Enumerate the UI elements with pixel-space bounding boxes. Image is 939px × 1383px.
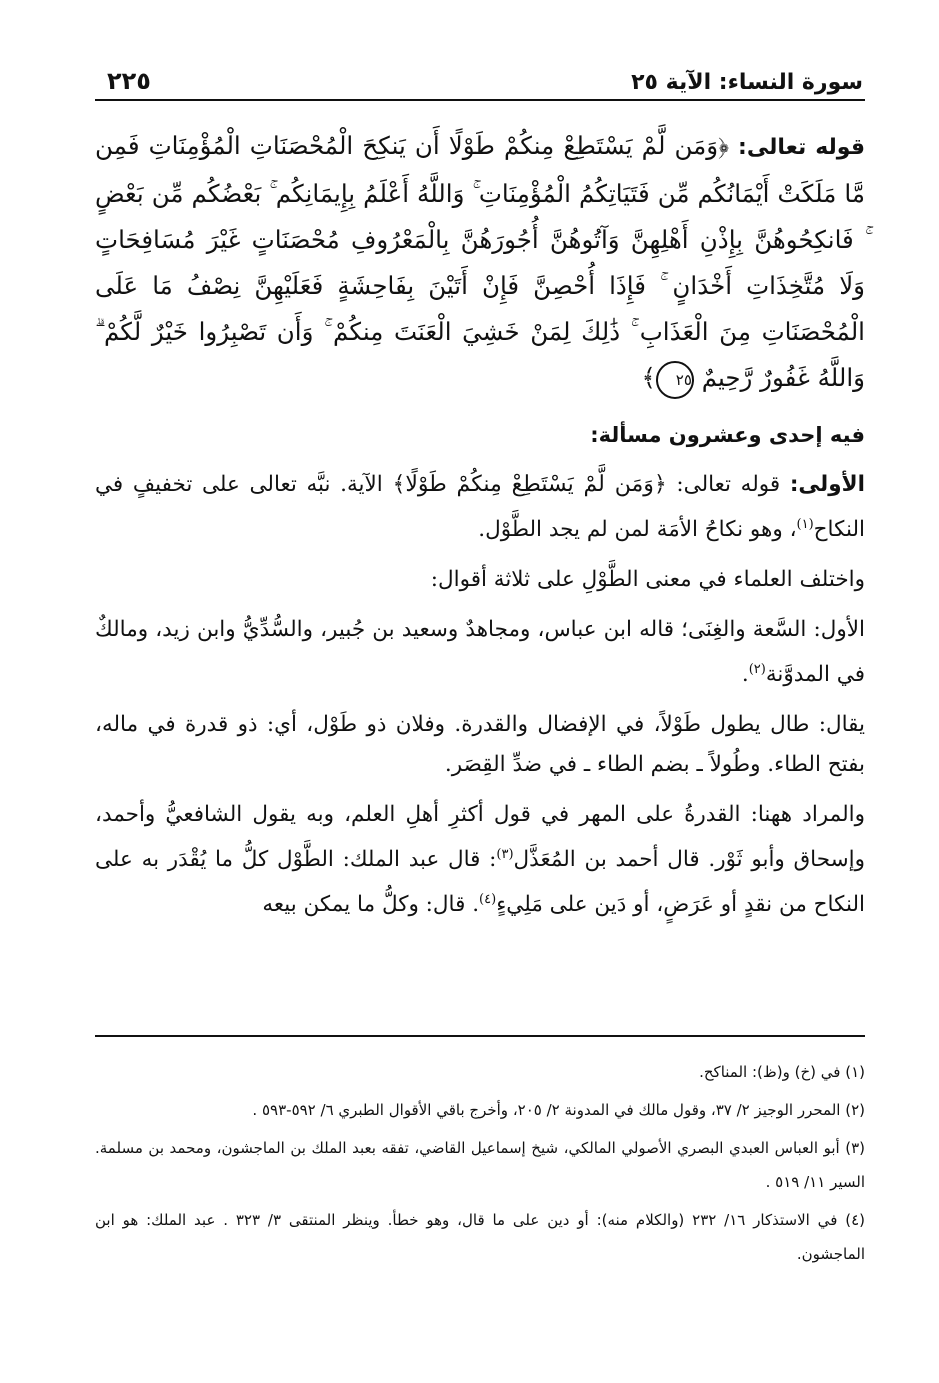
footnote-ref: (٣) (496, 847, 514, 863)
verse-close-bracket: ﴾ (641, 363, 656, 392)
paragraph-text: والمراد ههنا: القدرةُ على المهر في قول أكثرِ أهلِ العلم، وبه يقول الشافعيُّ وأحمد، وإسحاق وأبو ثَوْر. قال أحمد بن المُعَذَّل (95, 802, 865, 873)
footnote-ref: (٤) (479, 892, 497, 908)
footnote-1: (١) في (خ) و(ظ): المناكح. (699, 1063, 865, 1081)
quran-verse-block (95, 123, 865, 401)
paragraph-text: الأول: السَّعة والغِنَى؛ قاله ابن عباس، ومجاهدٌ وسعيد بن جُبير، والسُّدِّيُّ وابن زيد، ومالكٌ في المدوَّنة (95, 617, 865, 688)
paragraph-text: . (741, 662, 749, 688)
verse-lead: قوله تعالى: (738, 135, 866, 160)
ayah-number-marker: ٢٥ (656, 361, 694, 399)
issue-label: الأولى: (789, 472, 865, 497)
paragraph-first-issue (95, 465, 865, 550)
book-page (95, 55, 866, 1263)
surah-title: سورة النساء: الآية ٢٥ (631, 70, 863, 95)
footnote-3: (٣) أبو العباس العبدي البصري الأصولي المالكي، شيخ إسماعيل القاضي، تفقه بعبد الملك بن الماجشون، ومحمد بن مسلمة. السير ١١/ ٥١٩ . (95, 1139, 865, 1191)
paragraph-disagreement: واختلف العلماء في معنى الطَّوْلِ على ثلاثة أقوال: (430, 567, 865, 593)
paragraph-text: ، وهو نكاحُ الأمَة لمن لم يجد الطَّوْل. (478, 517, 797, 543)
quoted-verse: ﴿وَمَن لَّمْ يَسْتَطِعْ مِنكُمْ طَوْلًا﴾ (392, 472, 667, 497)
paragraph-text: قوله تعالى: (676, 472, 781, 497)
footnote-ref: (١) (796, 517, 814, 532)
paragraph-definition: يقال: طال يطول طَوْلاً، في الإفضال والقدرة. وفلان ذو طَوْل، أي: ذو قدرة في ماله، بفتح الطاء. وطُولاً ـ بضم الطاء ـ في ضدِّ القِصَر. (95, 712, 865, 778)
paragraph-text: الآية. نبَّه تعالى على تخفيفٍ في النكاح (95, 472, 865, 543)
paragraph-meaning (95, 795, 865, 925)
paragraph-first-opinion (95, 610, 865, 695)
page-number: ٢٢٥ (107, 67, 151, 95)
footnote-separator (95, 1035, 865, 1037)
footnote-2: (٢) المحرر الوجيز ٢/ ٣٧، وقول مالك في المدونة ٢/ ٢٠٥، وأخرج باقي الأقوال الطبري ٦/ ٥٩٢-٥٩٣ . (252, 1101, 865, 1119)
footnote-ref: (٢) (748, 662, 766, 678)
paragraph-text: : قال عبد الملك: الطَّوْل كلُّ ما يُقْدَر به على النكاح من نقدٍ أو عَرَضٍ، أو دَين على مَلِيءٍ (95, 847, 865, 918)
section-title: فيه إحدى وعشرون مسألة: (590, 423, 865, 447)
paragraph-text: . قال: وكلُّ ما يمكن بيعه (262, 892, 480, 918)
footnotes (95, 1055, 865, 1275)
running-header (95, 55, 865, 101)
verse-text: ﴿وَمَن لَّمْ يَسْتَطِعْ مِنكُمْ طَوْلًا أَن يَنكِحَ الْمُحْصَنَاتِ الْمُؤْمِنَاتِ فَمِن مَّا مَلَكَتْ أَيْمَانُكُم مِّن فَتَيَاتِكُمُ الْمُؤْمِنَاتِ ۚ وَاللَّهُ أَعْلَمُ بِإِيمَانِكُم ۚ بَعْضُكُم مِّن بَعْضٍ ۚ فَانكِحُوهُنَّ بِإِذْنِ أَهْلِهِنَّ وَآتُوهُنَّ أُجُورَهُنَّ بِالْمَعْرُوفِ مُحْصَنَاتٍ غَيْرَ مُسَافِحَاتٍ وَلَا مُتَّخِذَاتِ أَخْدَانٍ ۚ فَإِذَا أُحْصِنَّ فَإِنْ أَتَيْنَ بِفَاحِشَةٍ فَعَلَيْهِنَّ نِصْفُ مَا عَلَى الْمُحْصَنَاتِ مِنَ الْعَذَابِ ۚ ذَٰلِكَ لِمَنْ خَشِيَ الْعَنَتَ مِنكُمْ ۚ وَأَن تَصْبِرُوا خَيْرٌ لَّكُمْ ۗ وَاللَّهُ غَفُورٌ رَّحِيمٌ (95, 131, 865, 392)
footnote-4: (٤) في الاستذكار ١٦/ ٢٣٢ (والكلام منه): أو دين على ما قال، وهو خطأ. وينظر المنتقى ٣/ ٣٢٣ . عبد الملك: هو ابن الماجشون. (95, 1211, 865, 1263)
